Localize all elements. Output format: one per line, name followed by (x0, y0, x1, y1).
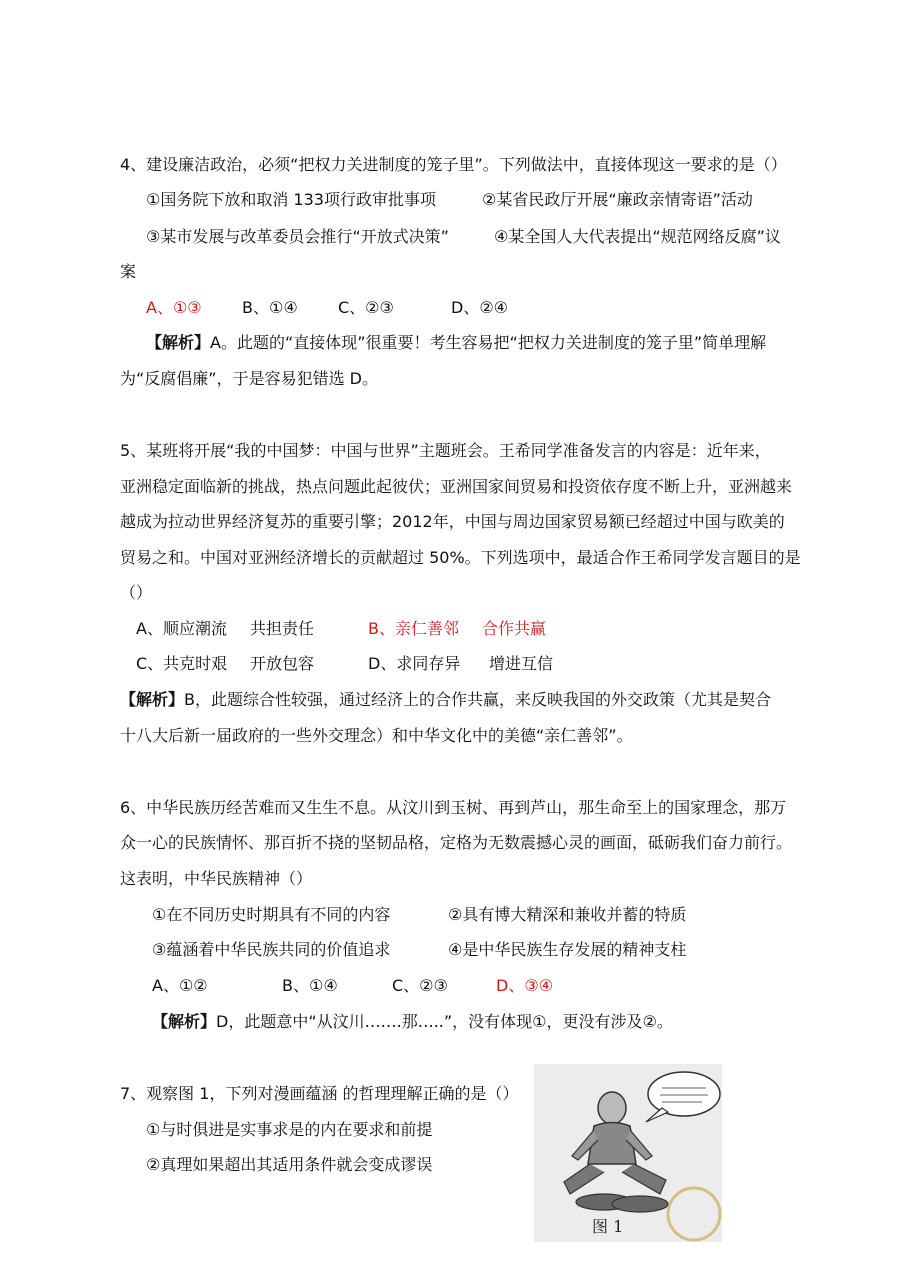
q4-analysis-line-1 (146, 333, 766, 353)
q5-option-b-2: 合作共赢 (482, 619, 547, 638)
q4-option-b: B、①④ (242, 298, 298, 317)
q6-statement-3: ③蕴涵着中华民族共同的价值追求 (152, 940, 391, 959)
cartoon-illustration (534, 1064, 722, 1242)
q5-stem-line-5: （） (120, 583, 153, 602)
q6-stem-line-1: 6、中华民族历经苦难而又生生不息。从汶川到玉树、再到芦山，那生命至上的国家理念，那万 (120, 798, 787, 817)
q5-option-a: A、顺应潮流 (136, 619, 227, 638)
q4-option-d: D、②④ (451, 298, 509, 317)
q6-analysis-line-1 (152, 1012, 673, 1032)
q4-statement-4: ④某全国人大代表提出“规范网络反腐”议 (494, 227, 781, 246)
q6-option-d: D、③④ (496, 976, 554, 995)
q5-option-c: C、共克时艰 (136, 654, 228, 673)
q4-analysis-text-1: A。此题的“直接体现”很重要！考生容易把“把权力关进制度的笼子里”简单理解 (210, 333, 767, 352)
q6-statement-2: ②具有博大精深和兼收并蓄的特质 (448, 905, 687, 924)
q4-statement-2: ②某省民政厅开展“廉政亲情寄语”活动 (482, 190, 753, 209)
q6-analysis-tag: 【解析】 (152, 1012, 217, 1031)
cartoon-figure (534, 1064, 722, 1242)
q5-option-d: D、求同存异 (368, 654, 461, 673)
q7-stem: 7、观察图 1，下列对漫画蕴涵 的哲理理解正确的是（） (120, 1084, 519, 1103)
q4-stem: 4、建设廉洁政治，必须“把权力关进制度的笼子里”。下列做法中，直接体现这一要求的是（） (120, 155, 787, 174)
q4-analysis-tag: 【解析】 (146, 333, 211, 352)
q5-stem-line-1: 5、某班将开展“我的中国梦：中国与世界”主题班会。王希同学准备发言的内容是：近年来， (120, 441, 771, 460)
q5-stem-line-3: 越成为拉动世界经济复苏的重要引擎；2012年，中国与周边国家贸易额已经超过中国与欧美的 (120, 512, 785, 531)
q5-analysis-line-1 (120, 690, 771, 710)
q4-option-c: C、②③ (338, 298, 394, 317)
q4-option-a: A、①③ (146, 298, 202, 317)
q6-statement-4: ④是中华民族生存发展的精神支柱 (448, 940, 687, 959)
q7-statement-2: ②真理如果超出其适用条件就会变成谬误 (146, 1155, 433, 1174)
q5-analysis-tag: 【解析】 (120, 690, 185, 709)
q6-stem-line-3: 这表明，中华民族精神（） (120, 869, 313, 888)
q5-option-b: B、亲仁善邻 (368, 619, 459, 638)
q4-statement-3: ③某市发展与改革委员会推行“开放式决策” (146, 227, 449, 246)
q5-analysis-line-2: 十八大后新一届政府的一些外交理念）和中华文化中的美德“亲仁善邻”。 (120, 726, 633, 745)
q6-option-b: B、①④ (282, 976, 338, 995)
q5-analysis-text-1: B，此题综合性较强，通过经济上的合作共赢，来反映我国的外交政策（尤其是契合 (184, 690, 771, 709)
q6-statement-1: ①在不同历史时期具有不同的内容 (152, 905, 391, 924)
q6-option-c: C、②③ (392, 976, 448, 995)
q5-stem-line-4: 贸易之和。中国对亚洲经济增长的贡献超过 50%。下列选项中，最适合作王希同学发言题目的是 (120, 548, 801, 567)
q7-statement-1: ①与时俱进是实事求是的内在要求和前提 (146, 1120, 433, 1139)
q5-option-c-2: 开放包容 (250, 654, 315, 673)
q6-stem-line-2: 众一心的民族情怀、那百折不挠的坚韧品格，定格为无数震撼心灵的画面，砥砺我们奋力前行。 (120, 833, 793, 852)
q4-statement-1: ①国务院下放和取消 133项行政审批事项 (146, 190, 436, 209)
q5-option-d-2: 增进互信 (489, 654, 554, 673)
figure-caption: 图 1 (592, 1217, 624, 1236)
q6-analysis-text-1: D，此题意中“从汶川…….那…..”，没有体现①，更没有涉及②。 (216, 1012, 673, 1031)
q5-stem-line-2: 亚洲稳定面临新的挑战，热点问题此起彼伏；亚洲国家间贸易和投资依存度不断上升，亚洲越来 (120, 477, 793, 496)
q6-option-a: A、①② (152, 976, 208, 995)
q4-statement-4-cont: 案 (120, 262, 137, 281)
q5-option-a-2: 共担责任 (250, 619, 315, 638)
q4-analysis-line-2: 为“反腐倡廉”，于是容易犯错选 D。 (120, 369, 378, 388)
